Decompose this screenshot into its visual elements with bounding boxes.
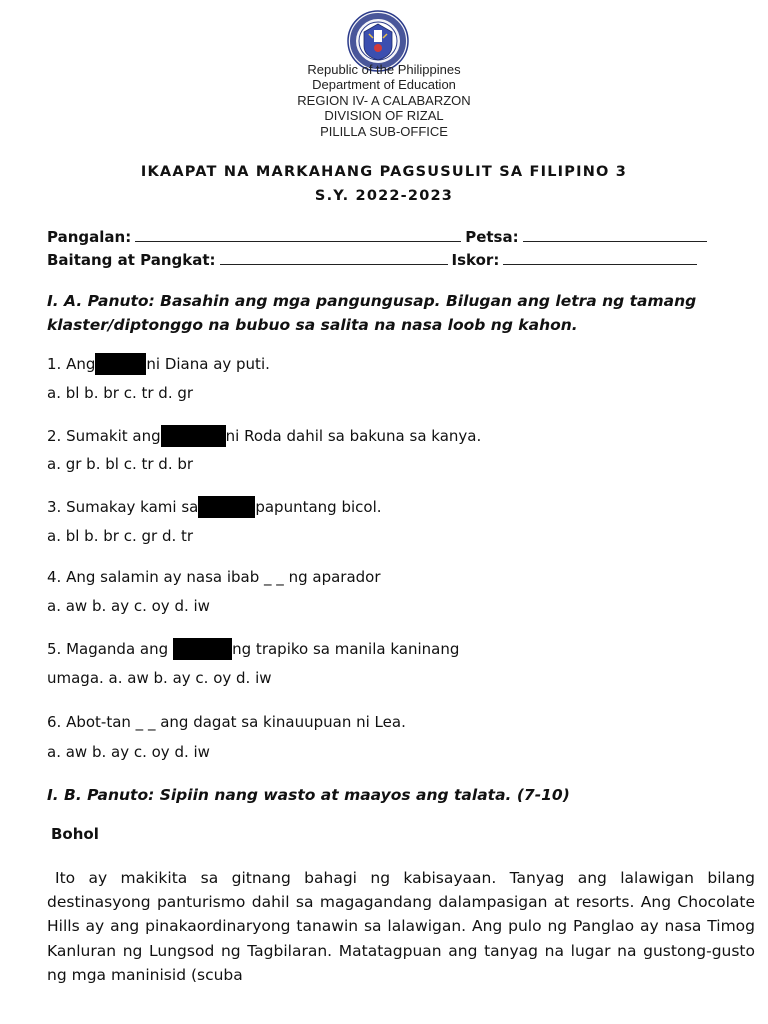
letterhead-line: DIVISION OF RIZAL [324, 108, 444, 124]
iskor-label: Iskor: [451, 251, 500, 269]
question-3-before: 3. Sumakay kami sa [47, 498, 199, 516]
baitang-label: Baitang at Pangkat: [47, 251, 216, 269]
passage-paragraph: Ito ay makikita sa gitnang bahagi ng kabisayaan. Tanyag ang lalawigan bilang destinasyong panturismo dahil sa magagandang dalampasigan at resorts. Ang Chocolate Hills ay ang pinakaordinaryong tanawin sa lalawigan. Ang pulo ng Panglao ay nasa Timog Kanluran ng Lungsod ng Tagbilaran. Matatagpuan ang tanyag na lugar na gustong-gusto ng mga maninisid (scuba [47, 869, 755, 984]
question-1-options: a. bl b. br c. tr d. gr [47, 384, 194, 402]
baitang-blank[interactable] [220, 252, 448, 265]
question-5-before: 5. Maganda ang [47, 640, 169, 658]
redaction-box [95, 353, 146, 375]
letterhead [0, 62, 768, 139]
question-5-after: ng trapiko sa manila kaninang [232, 640, 460, 658]
question-4-text: 4. Ang salamin ay nasa ibab _ _ ng aparador [47, 568, 381, 586]
question-3 [47, 496, 382, 518]
petsa-blank[interactable] [523, 229, 707, 242]
grade-score-row [47, 251, 727, 269]
question-6 [47, 713, 406, 731]
letterhead-line: PILILLA SUB-OFFICE [320, 123, 448, 139]
letterhead-line: REGION IV- A CALABARZON [297, 92, 471, 108]
letterhead-line: Department of Education [312, 77, 456, 93]
question-2-after: ni Roda dahil sa bakuna sa kanya. [225, 427, 482, 445]
school-year: S.Y. 2022-2023 [314, 188, 454, 204]
redaction-box [198, 496, 255, 518]
question-2-options: a. gr b. bl c. tr d. br [47, 455, 194, 473]
petsa-label: Petsa: [465, 228, 519, 246]
question-1-after: ni Diana ay puti. [146, 355, 270, 373]
question-4 [47, 568, 381, 586]
redaction-box [173, 638, 232, 660]
question-5 [47, 638, 459, 660]
question-4-options: a. aw b. ay c. oy d. iw [47, 597, 210, 615]
section-a-instruction: I. A. Panuto: Basahin ang mga pangungusap. Bilugan ang letra ng tamang klaster/diptonggo na bubuo sa salita na nasa loob ng kahon. [47, 292, 697, 334]
name-date-row [47, 228, 727, 246]
question-2 [47, 425, 481, 447]
pangalan-blank[interactable] [135, 229, 461, 242]
section-b-instruction: I. B. Panuto: Sipiin nang wasto at maayos ang talata. (7-10) [47, 786, 570, 804]
question-3-after: papuntang bicol. [255, 498, 382, 516]
question-6-options: a. aw b. ay c. oy d. iw [47, 743, 210, 761]
question-1 [47, 353, 270, 375]
question-3-options: a. bl b. br c. gr d. tr [47, 527, 194, 545]
letterhead-line: Republic of the Philippines [307, 62, 461, 77]
exam-title: IKAAPAT NA MARKAHANG PAGSUSULIT SA FILIPINO 3 [140, 164, 628, 180]
question-2-before: 2. Sumakit ang [47, 427, 161, 445]
iskor-blank[interactable] [503, 252, 697, 265]
redaction-box [161, 425, 226, 447]
question-1-before: 1. Ang [47, 355, 96, 373]
question-5-options: umaga. a. aw b. ay c. oy d. iw [47, 669, 272, 687]
passage-heading: Bohol [51, 825, 99, 843]
question-6-text: 6. Abot-tan _ _ ang dagat sa kinauupuan ni Lea. [47, 713, 406, 731]
pangalan-label: Pangalan: [47, 228, 132, 246]
